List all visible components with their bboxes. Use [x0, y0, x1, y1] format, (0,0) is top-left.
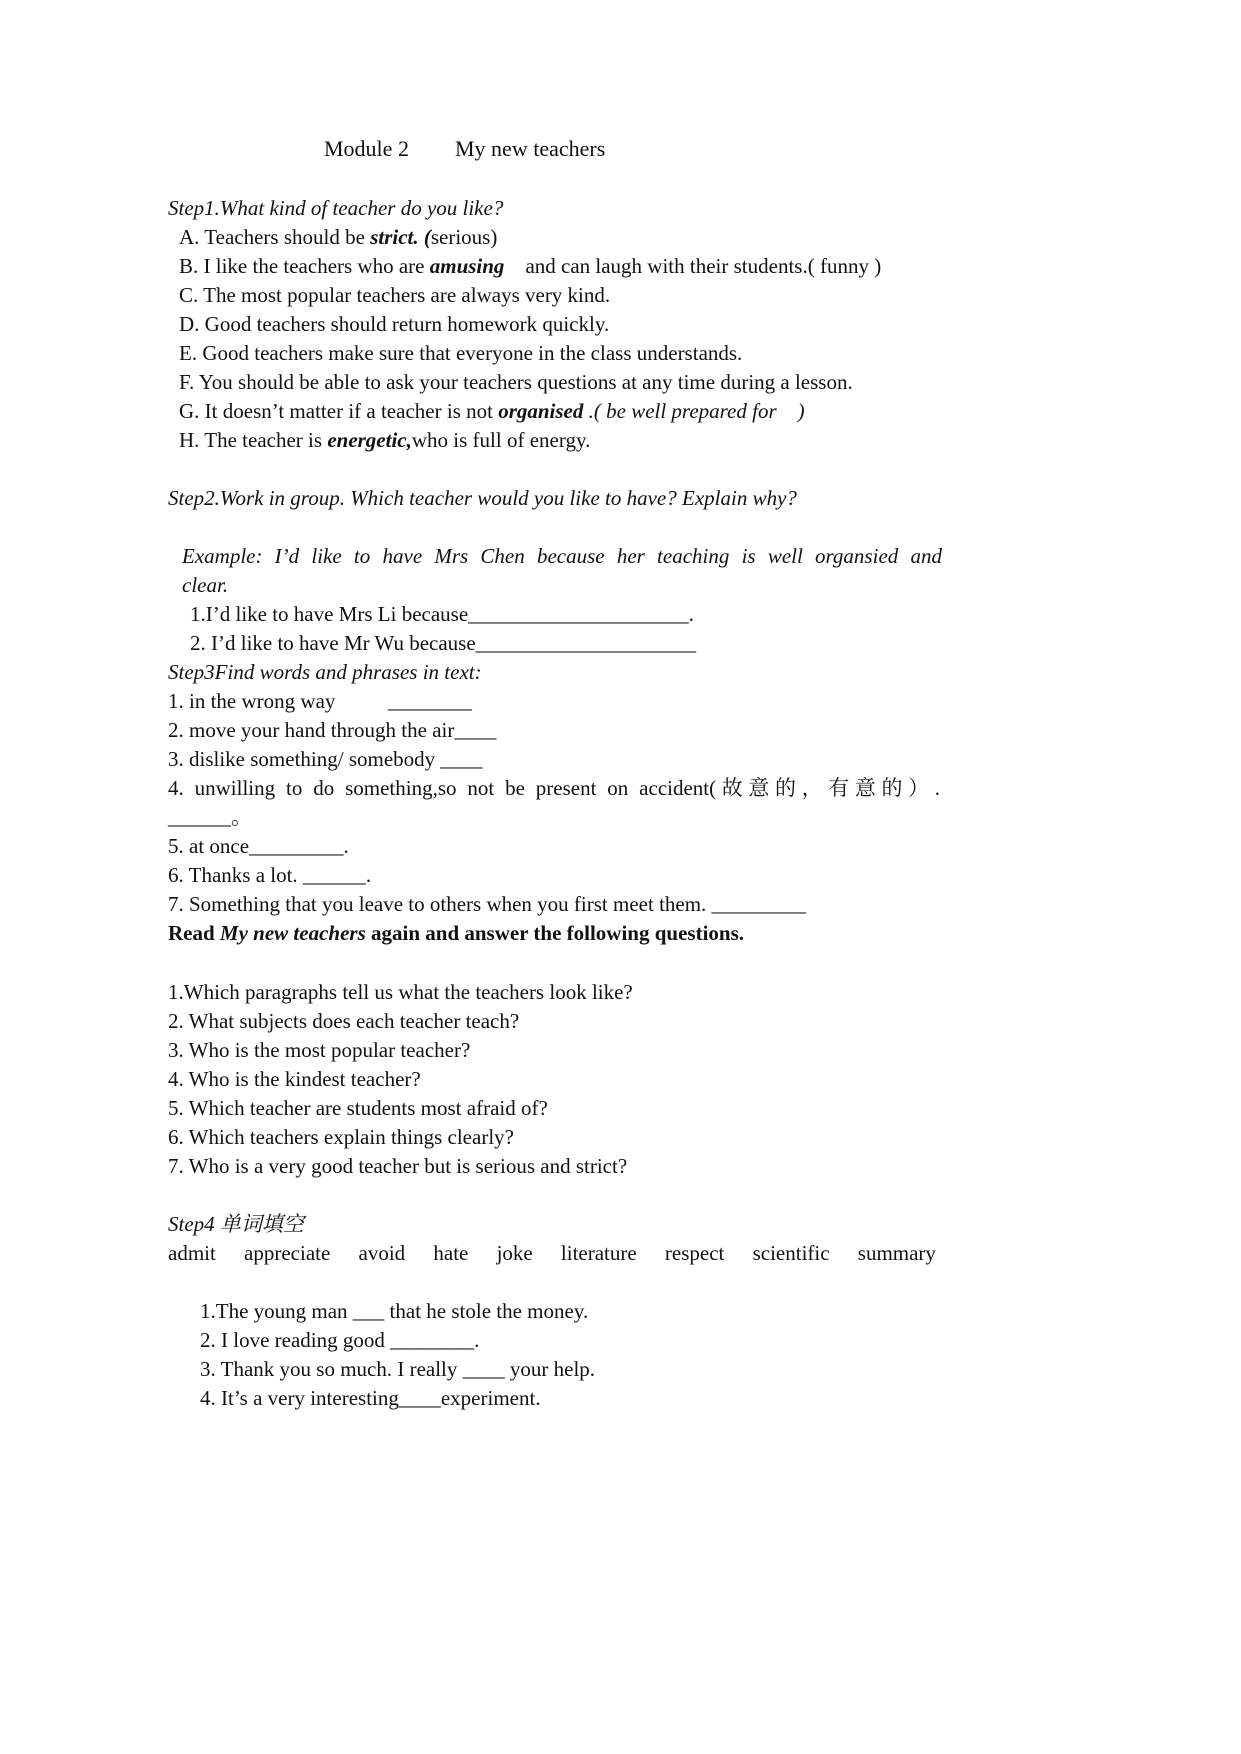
step2-item-2: 2. I’d like to have Mr Wu because_____________________	[190, 631, 697, 655]
step1-option-d: D. Good teachers should return homework quickly.	[179, 312, 610, 336]
step4-item: 3. Thank you so much. I really ____ your help.	[200, 1357, 596, 1381]
step1-heading: Step1.What kind of teacher do you like?	[168, 196, 504, 220]
word-bank-item: respect	[664, 1241, 725, 1265]
word-bank	[168, 1239, 936, 1267]
step3-item: 6. Thanks a lot. ______.	[168, 863, 372, 887]
step3-item: 2. move your hand through the air____	[168, 718, 497, 742]
word-bank-item: hate	[433, 1241, 469, 1265]
reading-heading: Read My new teachers again and answer the following questions.	[168, 921, 745, 945]
step3-heading: Step3Find words and phrases in text:	[168, 660, 482, 684]
reading-question: 5. Which teacher are students most afraid of?	[168, 1096, 548, 1120]
word-bank-item: admit	[168, 1241, 216, 1265]
module-label: Module 2	[324, 136, 409, 161]
step3-item: 4. unwilling to do something,so not be present on accident(故意的，有意的）.	[168, 776, 940, 800]
step1-option-e: E. Good teachers make sure that everyone in the class understands.	[179, 341, 743, 365]
step4-item: 1.The young man ___ that he stole the money.	[200, 1299, 589, 1323]
step2-example-line2: clear.	[182, 573, 229, 597]
step3-item: ______。	[168, 805, 252, 829]
reading-question: 4. Who is the kindest teacher?	[168, 1067, 421, 1091]
step4-item: 2. I love reading good ________.	[200, 1328, 480, 1352]
reading-question: 2. What subjects does each teacher teach?	[168, 1009, 520, 1033]
word-bank-item: appreciate	[244, 1241, 331, 1265]
reading-question: 1.Which paragraphs tell us what the teachers look like?	[168, 980, 633, 1004]
step2-item-1: 1.I’d like to have Mrs Li because_____________________.	[190, 602, 694, 626]
reading-question: 6. Which teachers explain things clearly?	[168, 1125, 514, 1149]
step1-option-a: A. Teachers should be strict. (serious)	[179, 225, 498, 249]
word-bank-item: joke	[496, 1241, 533, 1265]
reading-question: 7. Who is a very good teacher but is serious and strict?	[168, 1154, 628, 1178]
step1-option-f: F. You should be able to ask your teachers questions at any time during a lesson.	[179, 370, 853, 394]
step2-example-line1: Example: I’d like to have Mrs Chen because her teaching is well organsied and	[182, 544, 942, 568]
step3-item: 5. at once_________.	[168, 834, 349, 858]
page-title: My new teachers	[455, 136, 606, 161]
word-bank-item: summary	[857, 1241, 936, 1265]
step1-option-c: C. The most popular teachers are always very kind.	[179, 283, 611, 307]
word-bank-item: avoid	[358, 1241, 406, 1265]
step4-item: 4. It’s a very interesting____experiment.	[200, 1386, 541, 1410]
word-bank-item: literature	[560, 1241, 637, 1265]
word-bank-item: scientific	[752, 1241, 830, 1265]
step1-option-g: G. It doesn’t matter if a teacher is not organised .( be well prepared for )	[179, 399, 805, 423]
step1-option-h: H. The teacher is energetic,who is full of energy.	[179, 428, 591, 452]
step2-heading: Step2.Work in group. Which teacher would you like to have? Explain why?	[168, 486, 797, 510]
step1-option-b: B. I like the teachers who are amusing and can laugh with their students.( funny )	[179, 254, 882, 278]
step3-item: 7. Something that you leave to others when you first meet them. _________	[168, 892, 807, 916]
step3-item: 1. in the wrong way ________	[168, 689, 472, 713]
step3-item: 3. dislike something/ somebody ____	[168, 747, 483, 771]
step4-heading: Step4 单词填空	[168, 1212, 304, 1236]
reading-question: 3. Who is the most popular teacher?	[168, 1038, 471, 1062]
